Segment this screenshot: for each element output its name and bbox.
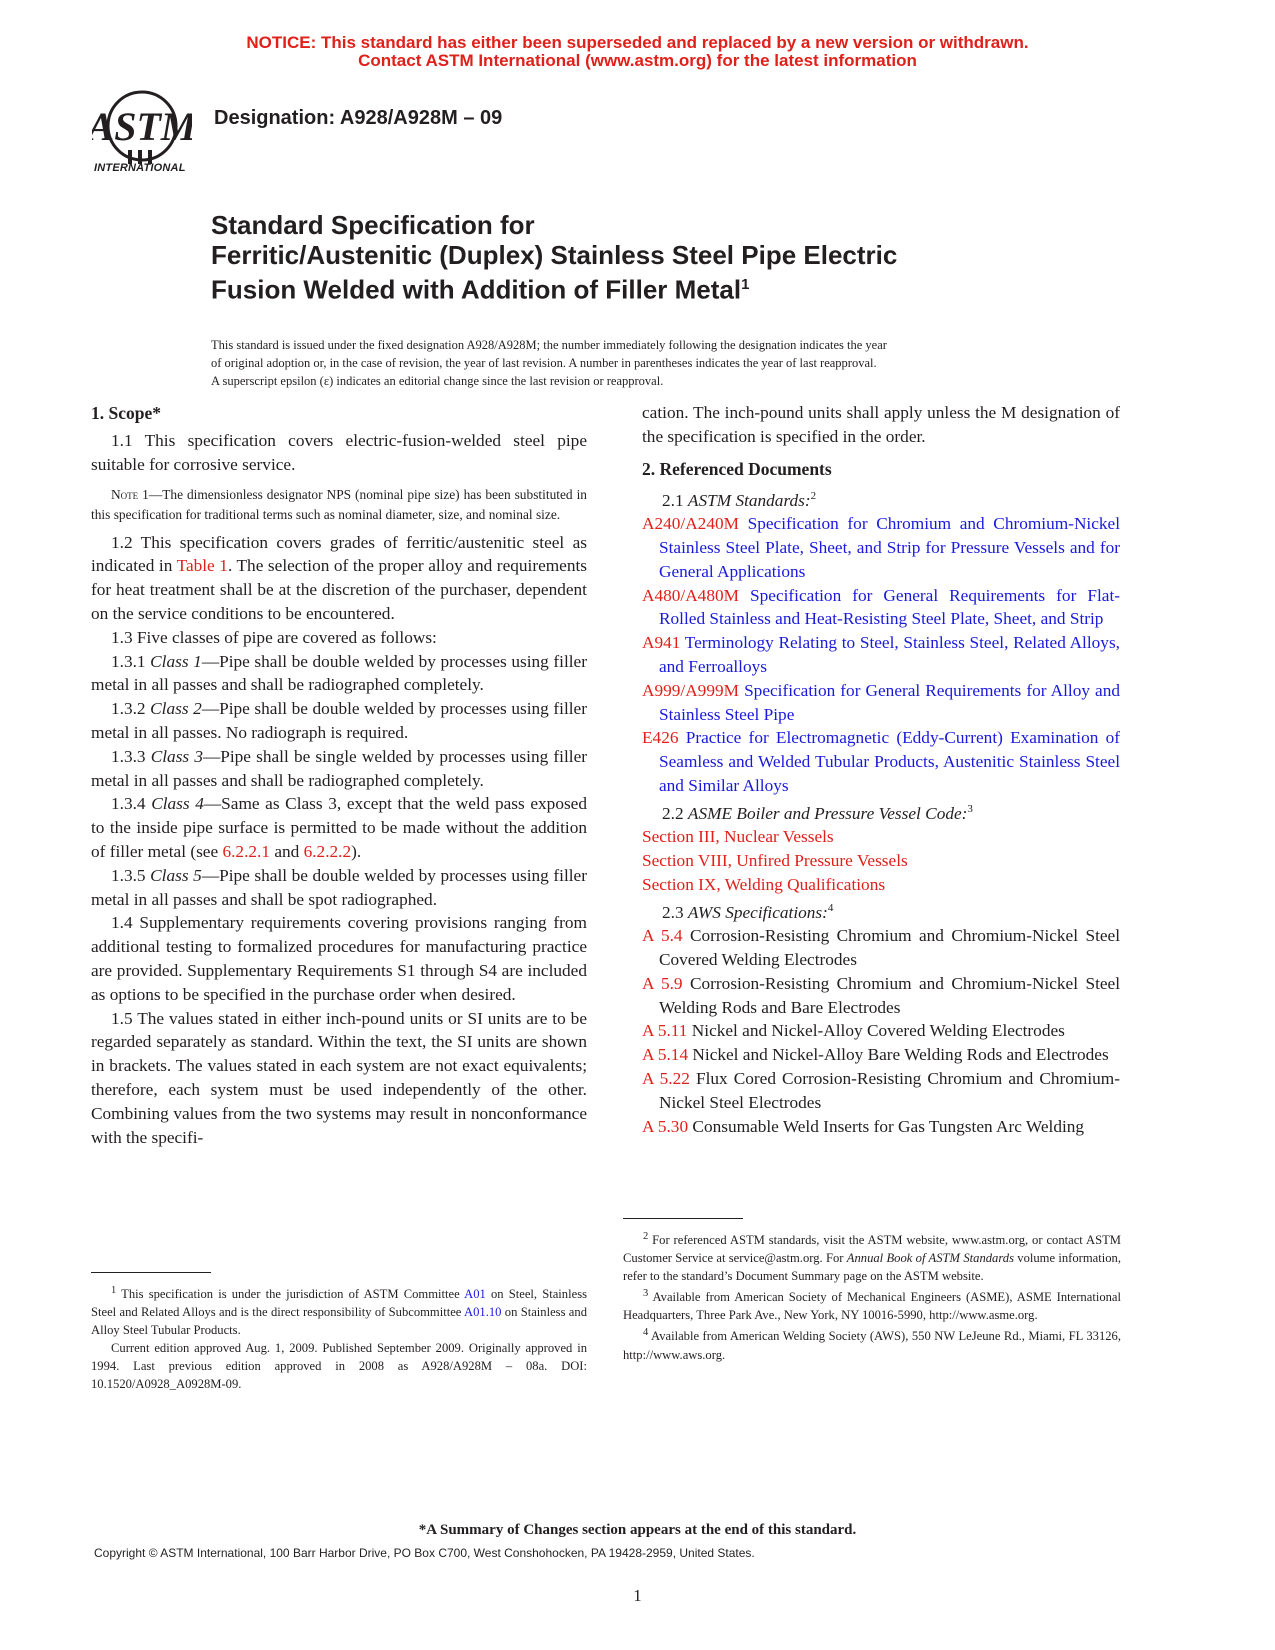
astm-ref-item[interactable]: [642, 679, 1120, 727]
asme-ref-item[interactable]: Section III, Nuclear Vessels: [642, 827, 834, 847]
para-1-1: 1.1 This specification covers electric-fusion-welded steel pipe suitable for corrosive service.: [91, 431, 587, 474]
footnote-text: volume information, refer to the standard’s Document Summary page on the ASTM website.: [623, 1251, 1121, 1284]
scope-heading: 1. Scope*: [91, 403, 161, 423]
para-text: and: [270, 841, 304, 861]
note-text: 1—The dimensionless designator NPS (nominal pipe size) has been substituted in this specification for traditional terms such as nominal diameter, size, and nominal size.: [91, 486, 587, 522]
title-line-3: [211, 270, 897, 305]
title-line-3-text: Fusion Welded with Addition of Filler Metal: [211, 274, 742, 305]
issue-note-line: This standard is issued under the fixed designation A928/A928M; the number immediately following the designation indicates the year: [211, 338, 887, 352]
astm-ref-item[interactable]: [642, 631, 1120, 679]
aws-ref-item[interactable]: [642, 972, 1120, 1020]
astm-ref-item[interactable]: [642, 726, 1120, 797]
para-text: —Pipe shall be double welded by processes using filler metal in all passes and shall be radiographed completely.: [91, 651, 587, 695]
footnote-text: on Steel, Stainless Steel and Related Alloys and is the direct responsibility of Subcommittee: [91, 1287, 587, 1320]
footnote-mark: 2: [643, 1231, 649, 1242]
para-text: ).: [351, 841, 362, 861]
para-num: 2.1: [662, 490, 688, 510]
footnote-mark: 2: [810, 489, 817, 502]
footnote-text: Available from American Welding Society (AWS), 550 NW LeJeune Rd., Miami, FL 33126, http://www.aws.org.: [623, 1329, 1121, 1362]
issue-note-line: A superscript epsilon (ε) indicates an editorial change since the last revision or reapproval.: [211, 374, 664, 388]
footnote-3: [623, 1285, 1121, 1324]
ref-title[interactable]: Practice for Electromagnetic (Eddy-Current) Examination of Seamless and Welded Tubular Products, Austenitic Stainless Steel and Similar Alloys: [659, 728, 1120, 795]
title-line-1: Standard Specification for: [211, 210, 535, 240]
svg-text:ASTM: ASTM: [92, 104, 192, 149]
aws-ref-item[interactable]: [642, 924, 1120, 972]
left-column: [91, 401, 587, 1149]
footnote-mark: 4: [643, 1327, 649, 1339]
ref-code[interactable]: A240/A240M: [642, 514, 739, 534]
para-text: —Pipe shall be double welded by processes using filler metal in all passes and shall be spot radiographed.: [91, 865, 587, 909]
ref-title: Corrosion-Resisting Chromium and Chromium-Nickel Steel Covered Welding Electrodes: [659, 926, 1121, 970]
title-line-2: Ferritic/Austenitic (Duplex) Stainless Steel Pipe Electric: [211, 240, 898, 270]
committee-link-a01[interactable]: A01: [464, 1287, 486, 1302]
para-1-3-1: [91, 650, 587, 698]
footnote-1: [91, 1282, 587, 1339]
para-num: 1.3.4: [111, 794, 152, 814]
para-1-3-3: [91, 745, 587, 793]
section-2-1: [642, 485, 1120, 513]
footnote-4: [623, 1324, 1121, 1363]
logo-international: INTERNATIONAL: [94, 162, 186, 174]
referenced-documents-heading: 2. Referenced Documents: [642, 458, 832, 479]
right-footnotes: [623, 1228, 1121, 1364]
footnote-rule-left: [91, 1272, 211, 1273]
ref-code[interactable]: A480/A480M: [642, 585, 739, 605]
class-label: Class 2: [150, 699, 202, 719]
para-num: 1.3.3: [111, 746, 151, 766]
aws-ref-item[interactable]: [642, 1019, 1120, 1043]
astm-logo: [92, 88, 192, 178]
ref-code[interactable]: A941: [642, 633, 681, 653]
title-footnote-mark: 1: [741, 276, 750, 293]
ref-code[interactable]: A999/A999M: [642, 680, 739, 700]
copyright: Copyright © ASTM International, 100 Barr Harbor Drive, PO Box C700, West Conshohocken, PA 19428-2959, United States.: [94, 1546, 755, 1560]
para-1-2-text: . The selection of the proper alloy and requirements for heat treatment shall be at the discretion of the purchaser, dependent on the service conditions to be encountered.: [91, 556, 588, 623]
subsection-title: ASTM Standards:: [687, 490, 811, 510]
section-2-3: [642, 897, 1120, 925]
para-num: 1.3.5: [111, 865, 151, 885]
issue-note: [211, 336, 1061, 390]
ref-title[interactable]: Specification for General Requirements for Flat-Rolled Stainless and Heat-Resisting Steel Plate, Sheet, and Strip: [659, 585, 1120, 629]
ref-title: Flux Cored Corrosion-Resisting Chromium and Chromium-Nickel Steel Electrodes: [659, 1069, 1120, 1112]
summary-of-changes-note: *A Summary of Changes section appears at the end of this standard.: [418, 1522, 857, 1538]
left-footnote: [91, 1282, 587, 1393]
para-num: 1.3.1: [111, 651, 151, 671]
para-1-3-4: [91, 792, 587, 863]
designation: Designation: A928/A928M – 09: [214, 107, 503, 129]
para-num: 2.3: [662, 902, 688, 922]
scope-continuation: cation. The inch-pound units shall apply unless the M designation of the specification is specified in the order.: [642, 403, 1120, 446]
para-text: —Same as Class 3, except that the weld pass exposed to the inside pipe surface is permitted to be made without the addition of filler metal (see: [91, 794, 587, 861]
para-num: 2.2: [662, 803, 688, 823]
footnote-italic: Annual Book of ASTM Standards: [846, 1251, 1014, 1266]
document-title: [211, 210, 897, 305]
subsection-title: AWS Specifications:: [687, 902, 828, 922]
footnote-text: This specification is under the jurisdiction of ASTM Committee: [116, 1287, 465, 1302]
ref-title[interactable]: Specification for General Requirements for Alloy and Stainless Steel Pipe: [659, 680, 1120, 724]
note-1: [91, 485, 587, 525]
para-num: 1.3.2: [111, 699, 151, 719]
ref-title: Nickel and Nickel-Alloy Bare Welding Rods and Electrodes: [692, 1045, 1109, 1065]
note-label: Note: [111, 486, 139, 502]
notice-line-1: NOTICE: This standard has either been superseded and replaced by a new version or withdrawn.: [246, 33, 1029, 52]
para-1-3: 1.3 Five classes of pipe are covered as follows:: [111, 627, 437, 647]
asme-ref-item[interactable]: Section VIII, Unfired Pressure Vessels: [642, 851, 908, 871]
para-1-3-5: [91, 864, 587, 912]
astm-ref-item[interactable]: [642, 512, 1120, 583]
issue-note-line: of original adoption or, in the case of revision, the year of last revision. A number in parentheses indicates the year of last reapproval.: [211, 356, 877, 370]
aws-ref-item[interactable]: [642, 1043, 1120, 1067]
ref-title: Consumable Weld Inserts for Gas Tungsten Arc Welding: [692, 1116, 1085, 1136]
ref-code[interactable]: E426: [642, 728, 679, 748]
footnote-mark: 3: [643, 1288, 649, 1300]
ref-title[interactable]: Terminology Relating to Steel, Stainless Steel, Related Alloys, and Ferroalloys: [659, 633, 1120, 676]
para-1-4: 1.4 Supplementary requirements covering provisions ranging from additional testing to formalized procedures for manufacturing practice are provided. Supplementary Requirements S1 through S4 are included as options to be specified in the purchase order when desired.: [91, 913, 587, 1004]
table-1-link[interactable]: Table 1: [176, 556, 228, 576]
ref-code[interactable]: A 5.11: [642, 1021, 688, 1041]
para-text: —Pipe shall be double welded by processes using filler metal in all passes. No radiograph is required.: [91, 699, 587, 742]
section-link-6-2-2-1[interactable]: 6.2.2.1: [222, 841, 270, 861]
section-link-6-2-2-2[interactable]: 6.2.2.2: [303, 841, 352, 861]
aws-ref-item[interactable]: [642, 1067, 1120, 1115]
footnote-mark: 3: [967, 802, 973, 815]
para-1-5: 1.5 The values stated in either inch-pound units or SI units are to be regarded separately as standard. Within the text, the SI units are shown in brackets. The values stated in each system are not exact equivalents; therefore, each system must be used independently of the other. Combining values from the two systems may result in nonconformance with the specifi-: [91, 1008, 587, 1147]
footnote-rule-right: [623, 1218, 743, 1219]
footnote-text: on Stainless and Alloy Steel Tubular Products.: [91, 1305, 587, 1338]
footnote-mark: 1: [111, 1285, 117, 1296]
section-2-2: [642, 798, 1120, 826]
astm-ref-item[interactable]: [642, 584, 1120, 632]
para-1-3-2: [91, 697, 587, 745]
para-text: —Pipe shall be single welded by processes using filler metal in all passes and shall be radiographed completely.: [91, 746, 587, 790]
notice-line-2: Contact ASTM International (www.astm.org) for the latest information: [358, 51, 917, 70]
class-label: Class 3: [150, 746, 203, 766]
footnote-2: [623, 1228, 1121, 1285]
page-number: 1: [633, 1586, 642, 1605]
class-label: Class 4: [151, 794, 204, 814]
ref-code[interactable]: A 5.4: [642, 926, 683, 946]
ref-title: Corrosion-Resisting Chromium and Chromium-Nickel Steel Welding Rods and Bare Electrodes: [659, 973, 1121, 1017]
ref-code[interactable]: A 5.9: [642, 973, 683, 993]
ref-title[interactable]: Specification for Chromium and Chromium-Nickel Stainless Steel Plate, Sheet, and Strip for Pressure Vessels and for General Applications: [659, 514, 1121, 581]
aws-ref-item[interactable]: [642, 1115, 1120, 1139]
footnote-text: Available from American Society of Mechanical Engineers (ASME), ASME International Headquarters, Three Park Ave., New York, NY 10016-5990, http://www.asme.org.: [623, 1290, 1121, 1323]
subcommittee-link-a01-10[interactable]: A01.10: [464, 1305, 502, 1320]
subsection-title: ASME Boiler and Pressure Vessel Code:: [687, 803, 968, 823]
class-label: Class 5: [150, 865, 202, 885]
ref-code[interactable]: A 5.22: [642, 1069, 690, 1089]
footnote-mark: 4: [827, 901, 834, 914]
ref-code[interactable]: A 5.14: [642, 1045, 689, 1065]
ref-title: Nickel and Nickel-Alloy Covered Welding Electrodes: [691, 1021, 1065, 1041]
para-1-2: [91, 531, 587, 626]
footnote-edition: Current edition approved Aug. 1, 2009. Published September 2009. Originally approved in 1994. Last previous edition approved in 2008 as A928/A928M – 08a. DOI: 10.1520/A0928_A0928M-09.: [91, 1341, 587, 1392]
class-label: Class 1: [150, 651, 202, 671]
para-1-2-text: 1.2 This specification covers grades of ferritic/austenitic steel as indicated in: [91, 532, 587, 576]
asme-ref-item[interactable]: Section IX, Welding Qualifications: [642, 874, 886, 894]
footnote-text: For referenced ASTM standards, visit the ASTM website, www.astm.org, or contact ASTM Customer Service at service@astm.org. For: [623, 1233, 1121, 1266]
right-column: [642, 401, 1120, 1138]
ref-code[interactable]: A 5.30: [642, 1116, 689, 1136]
astm-logo-icon: [92, 88, 192, 168]
